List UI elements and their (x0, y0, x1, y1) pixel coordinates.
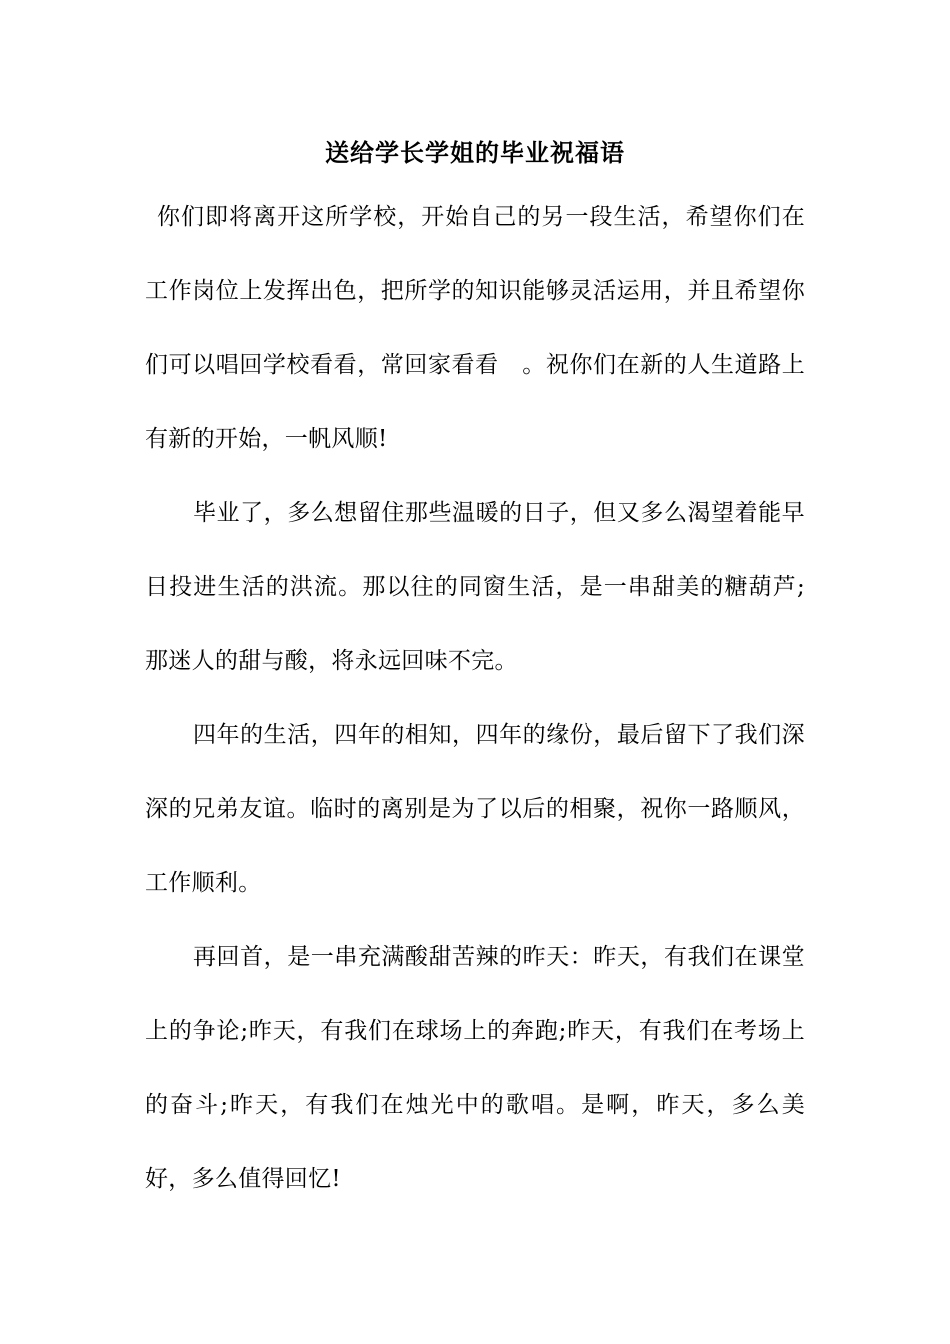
paragraph-2: 毕业了，多么想留住那些温暖的日子，但又多么渴望着能早日投进生活的洪流。那以往的同窗生活，是一串甜美的糖葫芦;那迷人的甜与酸，将永远回味不完。 (145, 500, 805, 674)
paragraph-3: 四年的生活，四年的相知，四年的缘份，最后留下了我们深深的兄弟友谊。临时的离别是为了以后的相聚，祝你一路顺风，工作顺利。 (145, 722, 805, 896)
paragraph-1: 你们即将离开这所学校，开始自己的另一段生活，希望你们在工作岗位上发挥出色，把所学的知识能够灵活运用，并且希望你们可以唱回学校看看，常回家看看 。祝你们在新的人生道路上有新的开始，一帆风顺! (145, 204, 805, 452)
document-title: 送给学长学姐的毕业祝福语 (325, 138, 625, 167)
paragraph-4: 再回首，是一串充满酸甜苦辣的昨天：昨天，有我们在课堂上的争论;昨天，有我们在球场上的奔跑;昨天，有我们在考场上的奋斗;昨天，有我们在烛光中的歌唱。是啊，昨天，多么美好，多么值得回忆! (145, 944, 805, 1192)
document-body (145, 180, 805, 1216)
